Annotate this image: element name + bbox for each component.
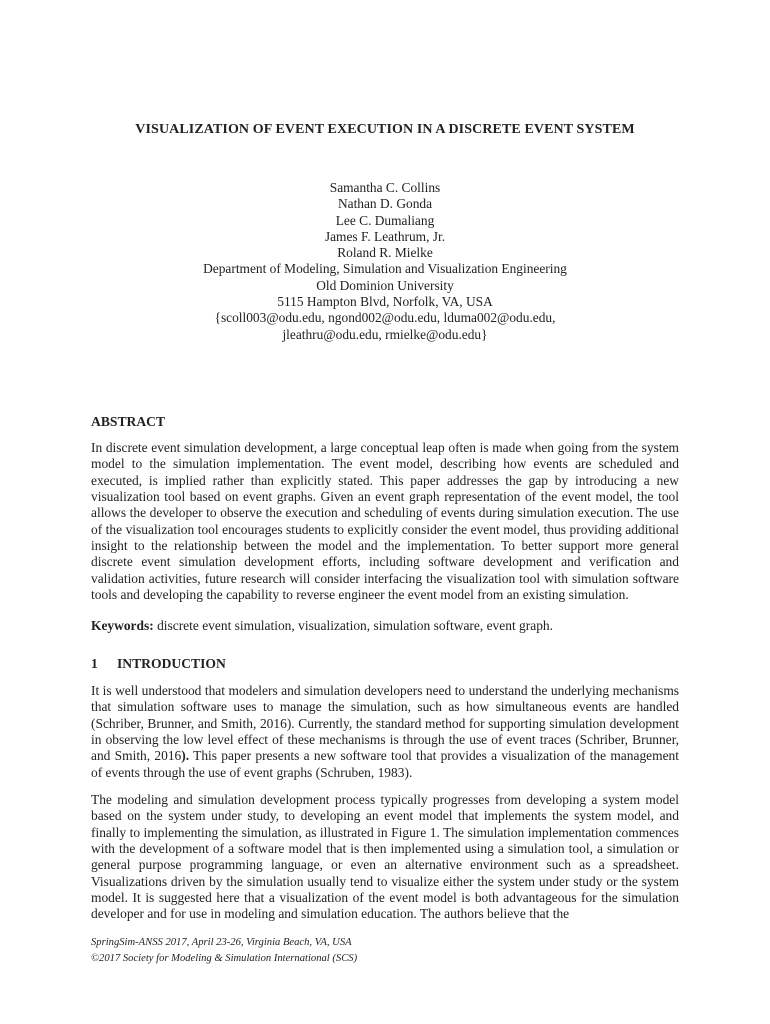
intro-p1-bold-punct: ).	[181, 748, 190, 764]
conference-line: SpringSim-ANSS 2017, April 23-26, Virginia Beach, VA, USA	[91, 937, 352, 948]
section-title: INTRODUCTION	[117, 656, 226, 671]
affiliation-emails: {scoll003@odu.edu, ngond002@odu.edu, lduma002@odu.edu,	[214, 310, 556, 326]
introduction-paragraph-2: The modeling and simulation development process typically progresses from developing a system model based on the system under study, to developing an event model that implements the system model, and finally to implementing the simulation, as illustrated in Figure 1. The simulation implementation commences with the development of a software model that is then implemented using a simulation tool, a simulation or general purpose programming language, or even an alternative environment such as a spreadsheet. Visualizations driven by the simulation usually tend to visualize either the system under study or the system model. It is suggested here that a visualization of the event model is both advantageous for the simulation developer and for use in modeling and simulation education. The authors believe that the	[91, 792, 679, 922]
keywords-text: discrete event simulation, visualization, simulation software, event graph.	[157, 618, 553, 633]
affiliation-address: 5115 Hampton Blvd, Norfolk, VA, USA	[277, 294, 493, 310]
author-name: Nathan D. Gonda	[337, 196, 433, 212]
affiliation-department: Department of Modeling, Simulation and Visualization Engineering	[203, 261, 567, 277]
keywords-label: Keywords:	[91, 618, 154, 633]
author-block	[0, 180, 770, 343]
copyright-line: ©2017 Society for Modeling & Simulation International (SCS)	[91, 953, 358, 964]
abstract-text: In discrete event simulation development, a large conceptual leap often is made when going from the system model to the simulation implementation. The event model, describing how events are scheduled and executed, is implied rather than explicitly stated. This paper addresses the gap by introducing a new visualization tool based on event graphs. Given an event graph representation of the event model, the tool allows the developer to observe the execution and scheduling of events during simulation execution. The use of the visualization tool encourages students to explicitly consider the event model, thus providing additional insight to the relationship between the model and the implementation. To better support more general discrete event simulation development efforts, including software development and verification and validation activities, future research will consider interfacing the visualization tool with simulation software tools and developing the capability to reverse engineer the event model from an existing simulation.	[91, 440, 679, 603]
intro-p1-text-cont: This paper presents a new software tool that provides a visualization of the management of events through the use of event graphs (Schruben, 1983).	[91, 748, 680, 780]
paper-title: VISUALIZATION OF EVENT EXECUTION IN A DISCRETE EVENT SYSTEM	[135, 122, 635, 137]
abstract-heading-text: ABSTRACT	[91, 414, 166, 429]
author-name: Lee C. Dumaliang	[335, 212, 435, 228]
introduction-paragraph-1	[91, 683, 679, 781]
author-name: Samantha C. Collins	[329, 180, 441, 195]
section-number: 1	[91, 656, 98, 671]
abstract-heading	[91, 414, 165, 430]
author-name: James F. Leathrum, Jr.	[324, 228, 446, 244]
page-footer	[91, 935, 357, 967]
intro-p1-text: It is well understood that modelers and simulation developers need to understand the underlying mechanisms that simulation software uses to manage the simulation, such as how simultaneous events are handled (Schriber, Brunner, and Smith, 2016). Currently, the standard method for supporting simulation development in observing the low level effect of these mechanisms is through the use of event traces (Schriber, Brunner, and Smith, 2016	[91, 683, 679, 764]
affiliation-emails: jleathru@odu.edu, rmielke@odu.edu}	[282, 326, 488, 342]
affiliation-university: Old Dominion University	[316, 277, 454, 293]
keywords-line	[91, 618, 679, 634]
author-name: Roland R. Mielke	[337, 245, 433, 261]
introduction-heading	[91, 656, 226, 672]
